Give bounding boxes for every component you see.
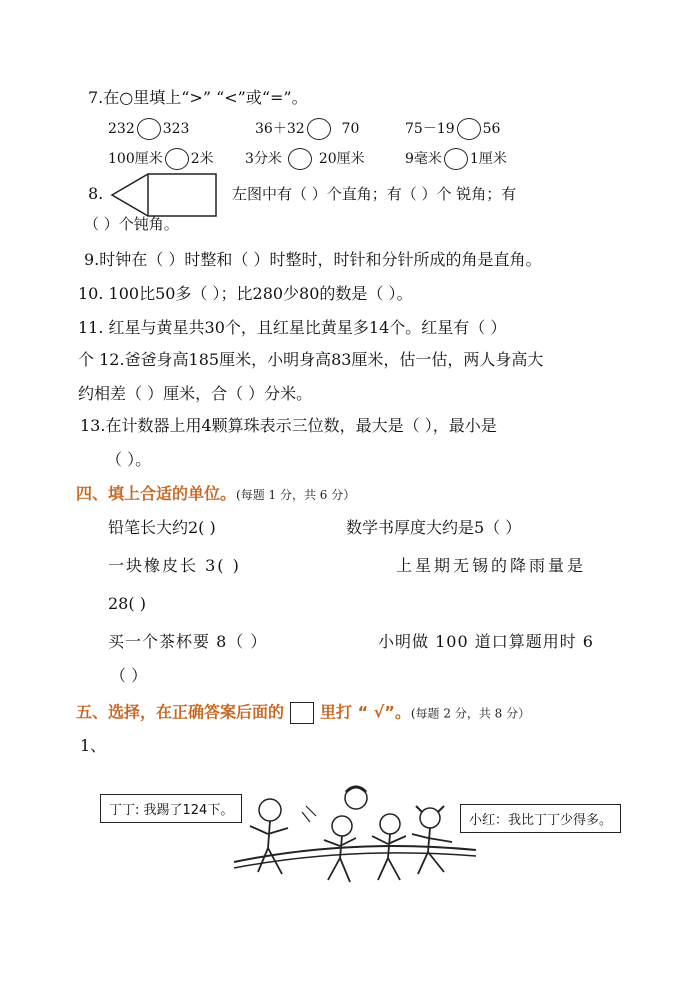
s4-row4b: 小明做 100 道口算题用时 6 xyxy=(378,632,594,651)
q7-prompt: 7.在○里填上“>” “<”或“=”。 xyxy=(88,88,308,107)
q9-text: 9.时钟在（ ）时整和（ ）时整时，时针和分针所成的角是直角。 xyxy=(84,250,542,269)
q7-row2 xyxy=(108,148,214,170)
q7-r2-e: 9毫米 xyxy=(405,151,442,167)
q7-r1-e: 75－19 xyxy=(405,121,455,137)
compare-circle[interactable] xyxy=(307,118,331,140)
q13-line1: 13.在计数器上用4颗算珠表示三位数，最大是（ ），最小是 xyxy=(80,416,497,435)
q7-r1-d: 70 xyxy=(341,121,360,137)
q7-row1-mid xyxy=(255,118,359,140)
q7-r2-d: 20厘米 xyxy=(318,151,365,167)
s4-row1b: 数学书厚度大约是5（ ） xyxy=(346,518,522,537)
q7-row2-right xyxy=(405,148,507,170)
q7-r1-c: 36＋32 xyxy=(255,121,305,137)
q8-text-line2: （ ）个钝角。 xyxy=(84,215,179,233)
section5-title-a: 五、选择，在正确答案后面的 xyxy=(76,702,285,722)
speech-bubble-dingding: 丁丁: 我踢了124下。 xyxy=(100,794,242,823)
compare-circle[interactable] xyxy=(137,118,161,140)
q7-r1-f: 56 xyxy=(482,121,501,137)
section4-heading xyxy=(76,484,355,505)
compare-circle[interactable] xyxy=(444,148,468,170)
q13-line2: （ ）。 xyxy=(106,450,152,469)
q7-r2-a: 100厘米 xyxy=(108,151,163,167)
q7-r2-b: 2米 xyxy=(190,151,214,167)
q7-r2-f: 1厘米 xyxy=(469,151,507,167)
s4-row2b: 上星期无锡的降雨量是 xyxy=(396,556,587,575)
compare-circle[interactable] xyxy=(457,118,481,140)
s4-row3: 28( ) xyxy=(108,594,146,613)
s4-row5: （ ） xyxy=(110,666,148,685)
answer-box[interactable] xyxy=(290,702,314,724)
pentagon-figure xyxy=(110,172,220,218)
compare-circle[interactable] xyxy=(165,148,189,170)
q7-row1 xyxy=(108,118,189,140)
kids-jumping-rope-illustration xyxy=(230,776,480,896)
section4-note: (每题 1 分，共 6 分） xyxy=(236,488,356,502)
q7-r1-a: 232 xyxy=(108,121,135,137)
s4-row1a: 铅笔长大约2( ) xyxy=(108,518,216,537)
q10-text: 10. 100比50多（ ）；比280少80的数是（ ）。 xyxy=(78,284,413,303)
q7-r1-b: 323 xyxy=(162,121,190,137)
q8-number: 8. xyxy=(88,184,104,203)
section5-heading xyxy=(76,702,530,724)
q7-row2-mid xyxy=(245,148,365,170)
section5-title-b: 里打 “ √”。 xyxy=(320,702,411,722)
q11-line2: 个 12.爸爸身高185厘米，小明身高83厘米，估一估，两人身高大 xyxy=(78,350,544,369)
s4-row4a: 买一个茶杯要 8（ ） xyxy=(108,632,268,651)
q11-line3: 约相差（ ）厘米，合（ ）分米。 xyxy=(78,384,313,403)
q7-row1-right xyxy=(405,118,500,140)
section5-note: (每题 2 分，共 8 分） xyxy=(410,706,531,721)
section4-title: 四、填上合适的单位。 xyxy=(76,484,237,503)
q11-line1: 11. 红星与黄星共30个，且红星比黄星多14个。红星有（ ） xyxy=(78,318,507,337)
q7-r2-c: 3分米 xyxy=(245,151,282,167)
q8-text-line1: 左图中有（ ）个直角；有（ ）个 锐角；有 xyxy=(232,185,517,203)
speech-bubble-xiaohong: 小红：我比丁丁少得多。 xyxy=(460,804,621,833)
s5-q1-label: 1、 xyxy=(80,736,107,755)
s4-row2a: 一块橡皮长 3( ) xyxy=(108,556,241,575)
compare-circle[interactable] xyxy=(288,148,312,170)
